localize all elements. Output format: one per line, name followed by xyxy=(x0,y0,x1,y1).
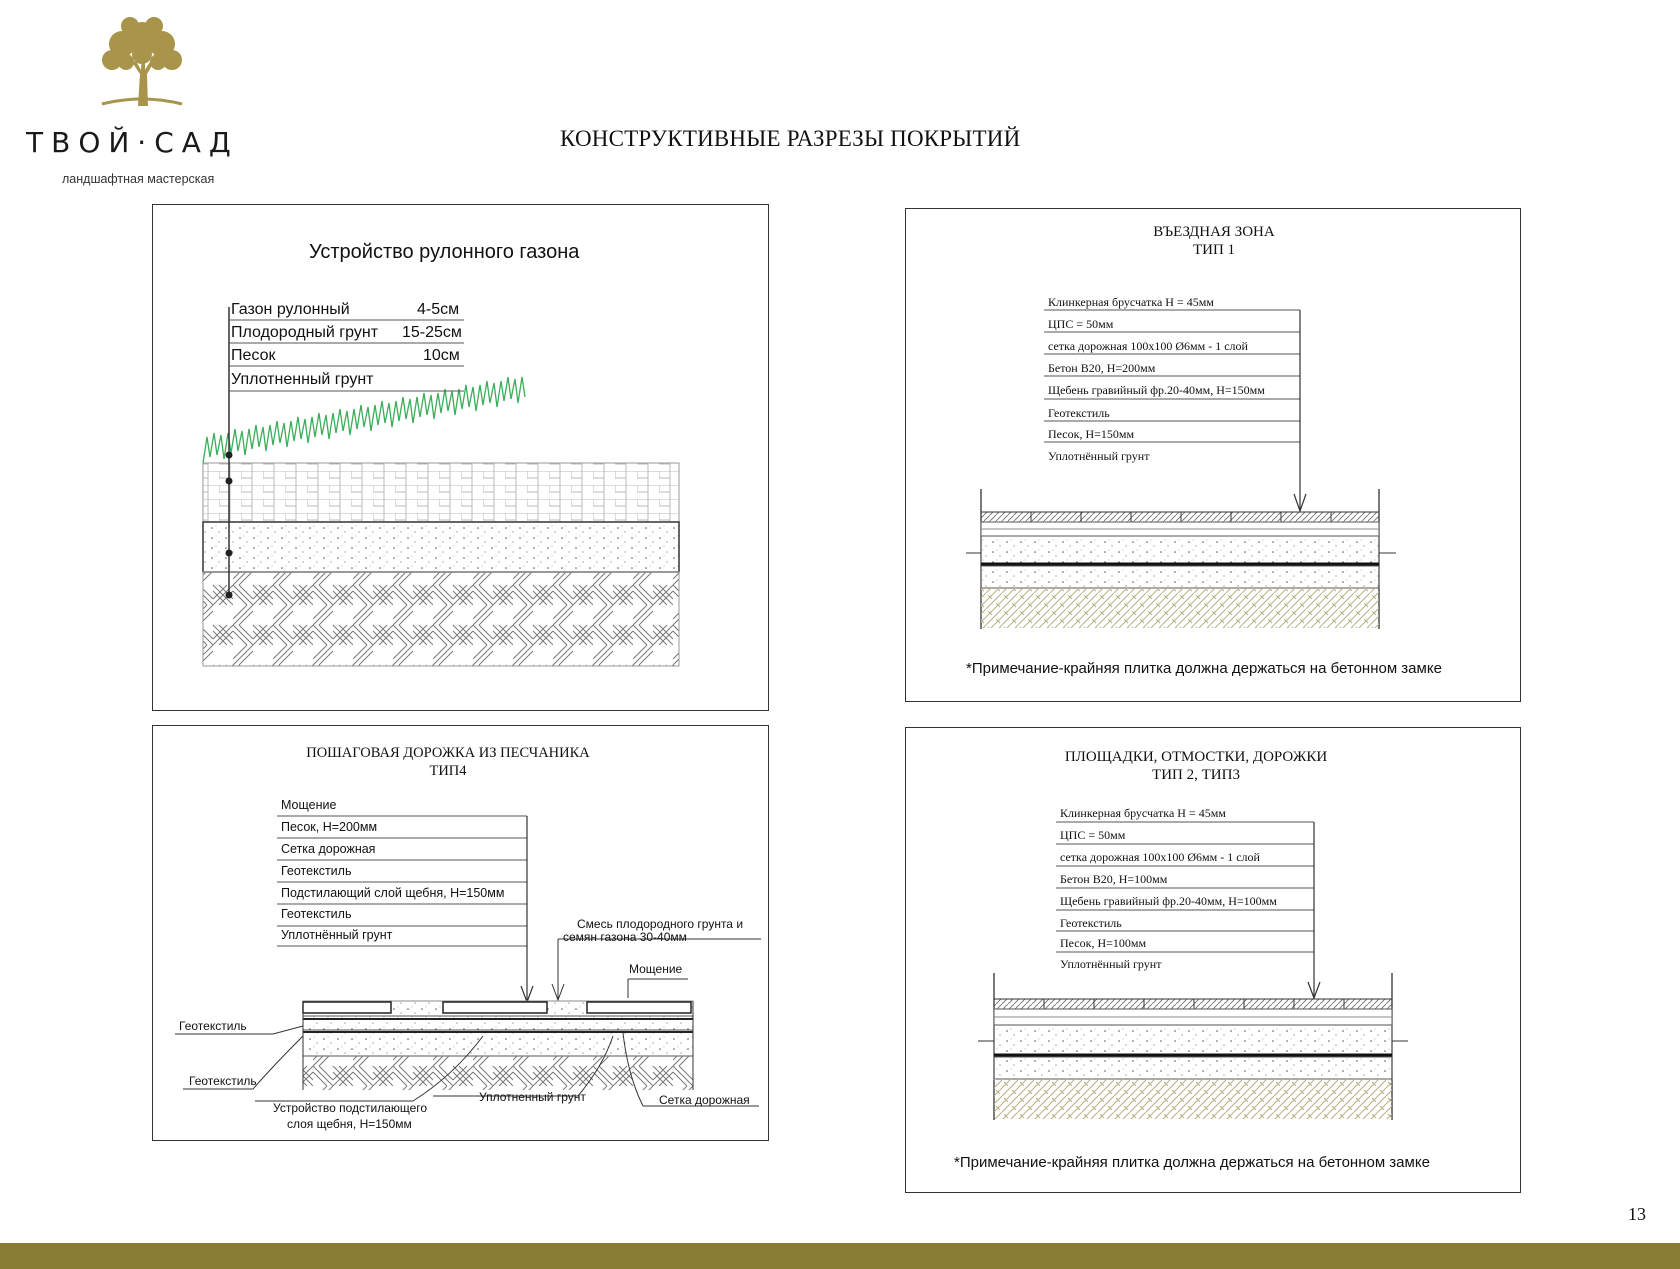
path-callout: слоя щебня, H=150мм xyxy=(287,1117,412,1131)
entry-layer-label: Песок, H=150мм xyxy=(1048,427,1135,441)
entry-note: *Примечание-крайняя плитка должна держаться на бетонном замке xyxy=(966,660,1442,677)
path-callout: Мощение xyxy=(629,962,683,976)
brand-name: ТВОЙ·САД xyxy=(26,126,239,159)
stepping-path-panel xyxy=(152,725,769,1141)
entry-layer-label: Щебень гравийный фр.20-40мм, H=150мм xyxy=(1048,383,1265,397)
path-layer-label: Мощение xyxy=(281,798,337,812)
lawn-layer-value: 4-5см xyxy=(417,301,460,318)
path-callout: Смесь плодородного грунта и xyxy=(577,917,744,931)
brand-subtitle: ландшафтная мастерская xyxy=(62,172,215,186)
platforms-title-line1: ПЛОЩАДКИ, ОТМОСТКИ, ДОРОЖКИ xyxy=(1064,749,1328,765)
lawn-layer-value: 10см xyxy=(423,347,460,364)
platforms-layer-label: Уплотнённый грунт xyxy=(1060,957,1162,971)
platforms-layer-label: Бетон B20, H=100мм xyxy=(1060,872,1168,886)
path-callout: Геотекстиль xyxy=(189,1074,257,1088)
entry-layer-label: сетка дорожная 100х100 Ø6мм - 1 слой xyxy=(1048,339,1248,353)
path-title-line1: ПОШАГОВАЯ ДОРОЖКА ИЗ ПЕСЧАНИКА xyxy=(306,745,590,761)
entry-title-line1: ВЪЕЗДНАЯ ЗОНА xyxy=(1153,224,1275,240)
path-callout: Геотекстиль xyxy=(179,1019,247,1033)
path-layer-label: Подстилающий слой щебня, H=150мм xyxy=(281,886,505,900)
lawn-section-panel xyxy=(152,204,769,711)
lawn-layer-name: Песок xyxy=(231,347,276,364)
platforms-layer-label: ЦПС = 50мм xyxy=(1060,828,1126,842)
entry-layer-label: Геотекстиль xyxy=(1048,406,1110,420)
platforms-note: *Примечание-крайняя плитка должна держаться на бетонном замке xyxy=(954,1154,1430,1171)
logo xyxy=(18,14,258,189)
lawn-layer-name: Плодородный грунт xyxy=(231,324,379,341)
page-title: КОНСТРУКТИВНЫЕ РАЗРЕЗЫ ПОКРЫТИЙ xyxy=(560,126,1021,151)
platforms-layer-label: сетка дорожная 100х100 Ø6мм - 1 слой xyxy=(1060,850,1260,864)
lawn-layer-name: Уплотненный грунт xyxy=(231,371,374,388)
path-layer-label: Геотекстиль xyxy=(281,864,352,878)
entry-zone-panel xyxy=(905,208,1521,702)
entry-zone-drawing xyxy=(906,209,1522,703)
path-layer-label: Геотекстиль xyxy=(281,907,352,921)
platforms-layer-label: Песок, H=100мм xyxy=(1060,936,1147,950)
path-callout: семян газона 30-40мм xyxy=(563,930,687,944)
entry-layer-label: Клинкерная брусчатка H = 45мм xyxy=(1048,295,1214,309)
lawn-layer-name: Газон рулонный xyxy=(231,301,350,318)
path-callout: Устройство подстилающего xyxy=(273,1101,428,1115)
entry-layer-label: Бетон B20, H=200мм xyxy=(1048,361,1156,375)
entry-layer-label: Уплотнённый грунт xyxy=(1048,449,1150,463)
page-number: 13 xyxy=(1628,1204,1646,1224)
path-callout: Уплотненный грунт xyxy=(479,1090,586,1104)
platforms-panel xyxy=(905,727,1521,1193)
platforms-layer-label: Щебень гравийный фр.20-40мм, H=100мм xyxy=(1060,894,1277,908)
path-layer-label: Уплотнённый грунт xyxy=(281,928,393,942)
entry-layer-label: ЦПС = 50мм xyxy=(1048,317,1114,331)
path-layer-label: Сетка дорожная xyxy=(281,842,376,856)
path-title-line2: ТИП4 xyxy=(429,763,467,779)
lawn-section-drawing xyxy=(153,205,770,712)
footer-bar xyxy=(0,1243,1680,1269)
platforms-layer-label: Геотекстиль xyxy=(1060,916,1122,930)
entry-title-line2: ТИП 1 xyxy=(1192,242,1236,258)
platforms-title-line2: ТИП 2, ТИП3 xyxy=(1152,767,1240,783)
path-callout: Сетка дорожная xyxy=(659,1093,750,1107)
tree-logo-icon xyxy=(92,14,192,106)
lawn-layer-value: 15-25см xyxy=(402,324,462,341)
platforms-layer-label: Клинкерная брусчатка H = 45мм xyxy=(1060,806,1226,820)
lawn-title: Устройство рулонного газона xyxy=(309,241,580,263)
platforms-drawing xyxy=(906,728,1522,1194)
path-layer-label: Песок, H=200мм xyxy=(281,820,378,834)
